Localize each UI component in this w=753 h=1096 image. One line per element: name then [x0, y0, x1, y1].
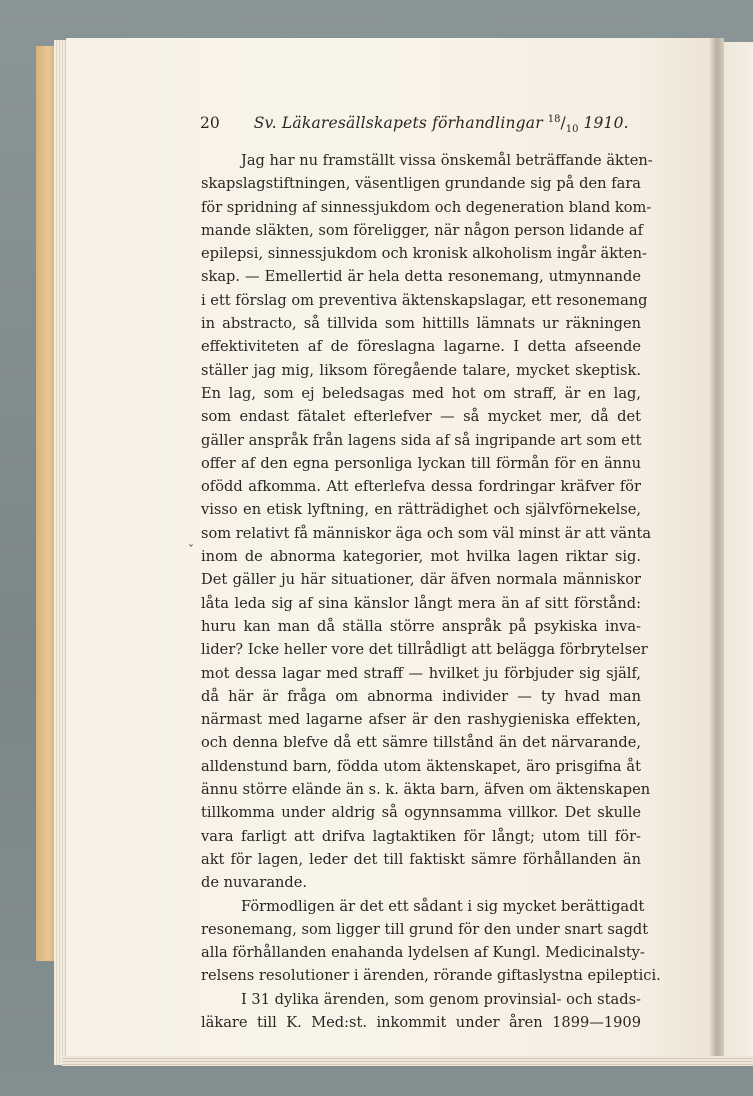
text-line: som relativt få människor äga och som väl minst är att vänta: [201, 524, 652, 542]
text-line: i ett förslag om preventiva äktenskapslagar, ett resonemang: [201, 291, 648, 309]
text-line: skap. — Emellertid är hela detta resonemang, utmynnande: [201, 268, 641, 286]
text-line: offer af den egna personliga lyckan till förmån för en ännu: [201, 454, 641, 472]
text-line: mot dessa lagar med straff — hvilket ju förbjuder sig själf,: [201, 664, 641, 682]
text-line: närmast med lagarne afser är den rashygieniska effekten,: [201, 711, 641, 729]
text-line: för spridning af sinnessjukdom och degeneration bland kom-: [201, 198, 652, 216]
text-line: låta leda sig af sina känslor långt mera än af sitt förstånd:: [201, 594, 641, 612]
text-line: gäller anspråk från lagens sida af så ingripande art som ett: [201, 431, 642, 449]
text-line: lider? Icke heller vore det tillrådligt att belägga förbrytelser: [201, 641, 648, 659]
text-line: vara farligt att drifva lagtaktiken för långt; utom till för-: [201, 827, 641, 845]
text-line: Jag har nu framställt vissa önskemål beträffande äkten-: [241, 152, 653, 169]
text-line: relsens resolutioner i ärenden, rörande giftaslystna epileptici.: [201, 967, 661, 985]
text-line: ställer jag mig, liksom föregående talare, mycket skeptisk.: [201, 361, 641, 379]
text-line: då här är fråga om abnorma individer — ty hvad man: [201, 687, 641, 705]
text-line: inom de abnorma kategorier, mot hvilka lagen riktar sig.: [201, 548, 641, 566]
text-line: tillkomma under aldrig så ogynnsamma villkor. Det skulle: [201, 804, 641, 822]
text-line: epilepsi, sinnessjukdom och kronisk alkoholism ingår äkten-: [201, 245, 647, 263]
running-header: [200, 114, 720, 138]
body-text: [201, 149, 661, 1034]
text-line: En lag, som ej beledsagas med hot om straff, är en lag,: [201, 384, 641, 402]
text-line: I 31 dylika ärenden, som genom provinsial- och stads-: [241, 990, 641, 1008]
page-bottom-edge: [62, 1056, 753, 1066]
page-number: 20: [200, 114, 220, 133]
text-line: alla förhållanden enahanda lydelsen af Kungl. Medicinalsty-: [201, 944, 645, 962]
text-line: ännu större elände än s. k. äkta barn, äfven om äktenskapen: [201, 781, 651, 799]
page-stack-edge: [54, 40, 66, 1065]
text-line: akt för lagen, leder det till faktiskt sämre förhållanden än: [201, 850, 641, 868]
text-line: och denna blefve då ett sämre tillstånd än det närvarande,: [201, 734, 641, 752]
text-line: läkare till K. Med:st. inkommit under åren 1899—1909: [201, 1013, 641, 1031]
journal-title: Sv. Läkaresällskapets förhandlingar: [253, 114, 543, 133]
text-line: alldenstund barn, födda utom äktenskapet, äro prisgifna åt: [201, 757, 641, 775]
session-date: $^{18}/_{10}$ 1910.: [547, 114, 629, 136]
margin-mark: ˇ: [188, 543, 194, 557]
text-line: Det gäller ju här situationer, där äfven normala människor: [201, 571, 641, 589]
year: 1910.: [583, 114, 629, 133]
facing-page: [724, 42, 753, 1062]
text-line: mande släkten, som föreligger, när någon person lidande af: [201, 221, 644, 239]
text-line: de nuvarande.: [201, 874, 308, 892]
text-line: som endast fätalet efterlefver — så mycket mer, då det: [201, 408, 641, 426]
text-line: skapslagstiftningen, väsentligen grundande sig på den fara: [201, 175, 641, 193]
date-month: 10: [565, 124, 579, 136]
book-gutter: [710, 38, 724, 1062]
text-line: effektiviteten af de föreslagna lagarne. I detta afseende: [201, 338, 641, 356]
text-line: huru kan man då ställa större anspråk på psykiska inva-: [201, 617, 641, 635]
text-line: ofödd afkomma. Att efterlefva dessa fordringar kräfver för: [201, 478, 641, 496]
text-line: visso en etisk lyftning, en rätträdighet och självförnekelse,: [201, 501, 641, 519]
date-day: 18: [547, 114, 561, 125]
text-line: resonemang, som ligger till grund för den under snart sagdt: [201, 920, 649, 938]
text-line: Förmodligen är det ett sådant i sig mycket berättigadt: [241, 897, 645, 915]
text-line: in abstracto, så tillvida som hittills lämnats ur räkningen: [201, 315, 641, 333]
